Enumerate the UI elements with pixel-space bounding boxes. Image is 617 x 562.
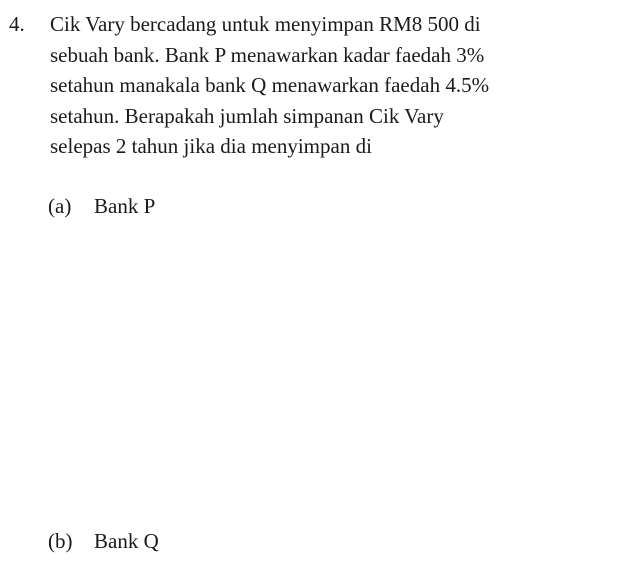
- question-text: [50, 9, 610, 162]
- part-a-text: Bank P: [94, 194, 156, 218]
- part-b: [48, 526, 159, 556]
- question-line-1: Cik Vary bercadang untuk menyimpan RM8 500 di: [50, 12, 481, 36]
- part-b-text: Bank Q: [94, 529, 159, 553]
- question-line-3: setahun manakala bank Q menawarkan faedah 4.5%: [50, 73, 490, 97]
- question-line-2: sebuah bank. Bank P menawarkan kadar faedah 3%: [50, 42, 485, 67]
- question-number: 4.: [9, 12, 25, 36]
- question-line-4: setahun. Berapakah jumlah simpanan Cik Vary: [50, 103, 444, 128]
- part-b-label: (b): [48, 529, 73, 553]
- part-a: [48, 191, 155, 221]
- part-a-label: (a): [48, 194, 72, 218]
- question-line-5: selepas 2 tahun jika dia menyimpan di: [50, 134, 372, 158]
